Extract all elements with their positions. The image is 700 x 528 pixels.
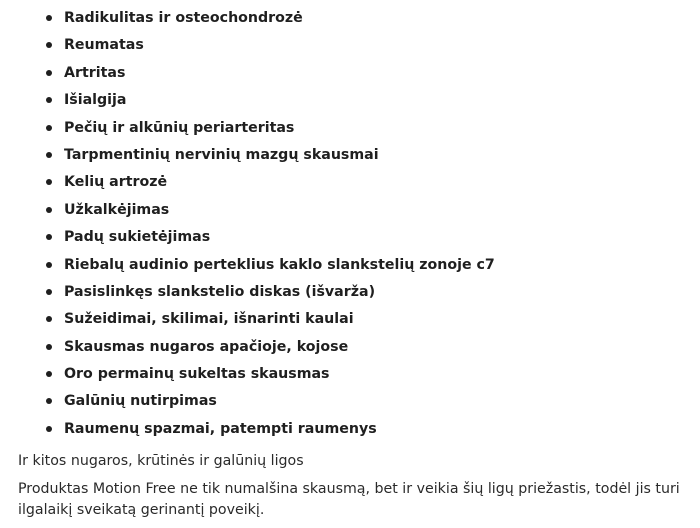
list-item-text: Padų sukietėjimas bbox=[64, 229, 211, 246]
list-item-text: Kelių artrozė bbox=[64, 174, 168, 191]
bullet-icon bbox=[46, 70, 52, 76]
bullet-icon bbox=[46, 207, 52, 213]
list-item-text: Pasislinkęs slankstelio diskas (išvarža) bbox=[64, 283, 376, 300]
bullet-icon bbox=[46, 344, 52, 350]
bullet-icon bbox=[46, 398, 52, 404]
list-item bbox=[46, 145, 495, 172]
list-item bbox=[46, 118, 495, 145]
bullet-icon bbox=[46, 262, 52, 268]
other-conditions-paragraph: Ir kitos nugaros, krūtinės ir galūnių ligos bbox=[18, 453, 304, 469]
list-item-text: Užkalkėjimas bbox=[64, 201, 170, 218]
list-item bbox=[46, 391, 495, 418]
list-item-text: Išialgija bbox=[64, 92, 127, 109]
list-item bbox=[46, 337, 495, 364]
bullet-icon bbox=[46, 371, 52, 377]
bullet-icon bbox=[46, 289, 52, 295]
list-item bbox=[46, 200, 495, 227]
list-item bbox=[46, 309, 495, 336]
list-item-text: Riebalų audinio perteklius kaklo slankstelių zonoje c7 bbox=[64, 256, 495, 273]
bullet-icon bbox=[46, 426, 52, 432]
list-item-text: Reumatas bbox=[64, 37, 144, 54]
bullet-icon bbox=[46, 152, 52, 158]
conditions-list bbox=[46, 8, 495, 446]
product-description-paragraph: Produktas Motion Free ne tik numalšina skausmą, bet ir veikia šių ligų priežastis, todėl jis turi ilgalaikį sveikatą gerinantį poveikį. bbox=[18, 481, 680, 518]
list-item-text: Raumenų spazmai, patempti raumenys bbox=[64, 420, 377, 437]
list-item bbox=[46, 63, 495, 90]
bullet-icon bbox=[46, 125, 52, 131]
list-item bbox=[46, 35, 495, 62]
list-item bbox=[46, 419, 495, 446]
list-item-text: Oro permainų sukeltas skausmas bbox=[64, 366, 330, 383]
bullet-icon bbox=[46, 97, 52, 103]
list-item-text: Sužeidimai, skilimai, išnarinti kaulai bbox=[64, 311, 354, 328]
list-item bbox=[46, 172, 495, 199]
list-item-text: Radikulitas ir osteochondrozė bbox=[64, 10, 303, 26]
list-item bbox=[46, 364, 495, 391]
list-item-text: Galūnių nutirpimas bbox=[64, 393, 217, 410]
list-item-text: Artritas bbox=[64, 64, 126, 81]
list-item bbox=[46, 90, 495, 117]
list-item bbox=[46, 255, 495, 282]
list-item bbox=[46, 227, 495, 254]
list-item-text: Tarpmentinių nervinių mazgų skausmai bbox=[64, 146, 379, 163]
bullet-icon bbox=[46, 179, 52, 185]
list-item-text: Pečių ir alkūnių periarteritas bbox=[64, 119, 295, 136]
list-item-text: Skausmas nugaros apačioje, kojose bbox=[64, 338, 349, 355]
bullet-icon bbox=[46, 15, 52, 21]
bullet-icon bbox=[46, 42, 52, 48]
bullet-icon bbox=[46, 234, 52, 240]
list-item bbox=[46, 282, 495, 309]
bullet-icon bbox=[46, 316, 52, 322]
list-item bbox=[46, 8, 495, 35]
